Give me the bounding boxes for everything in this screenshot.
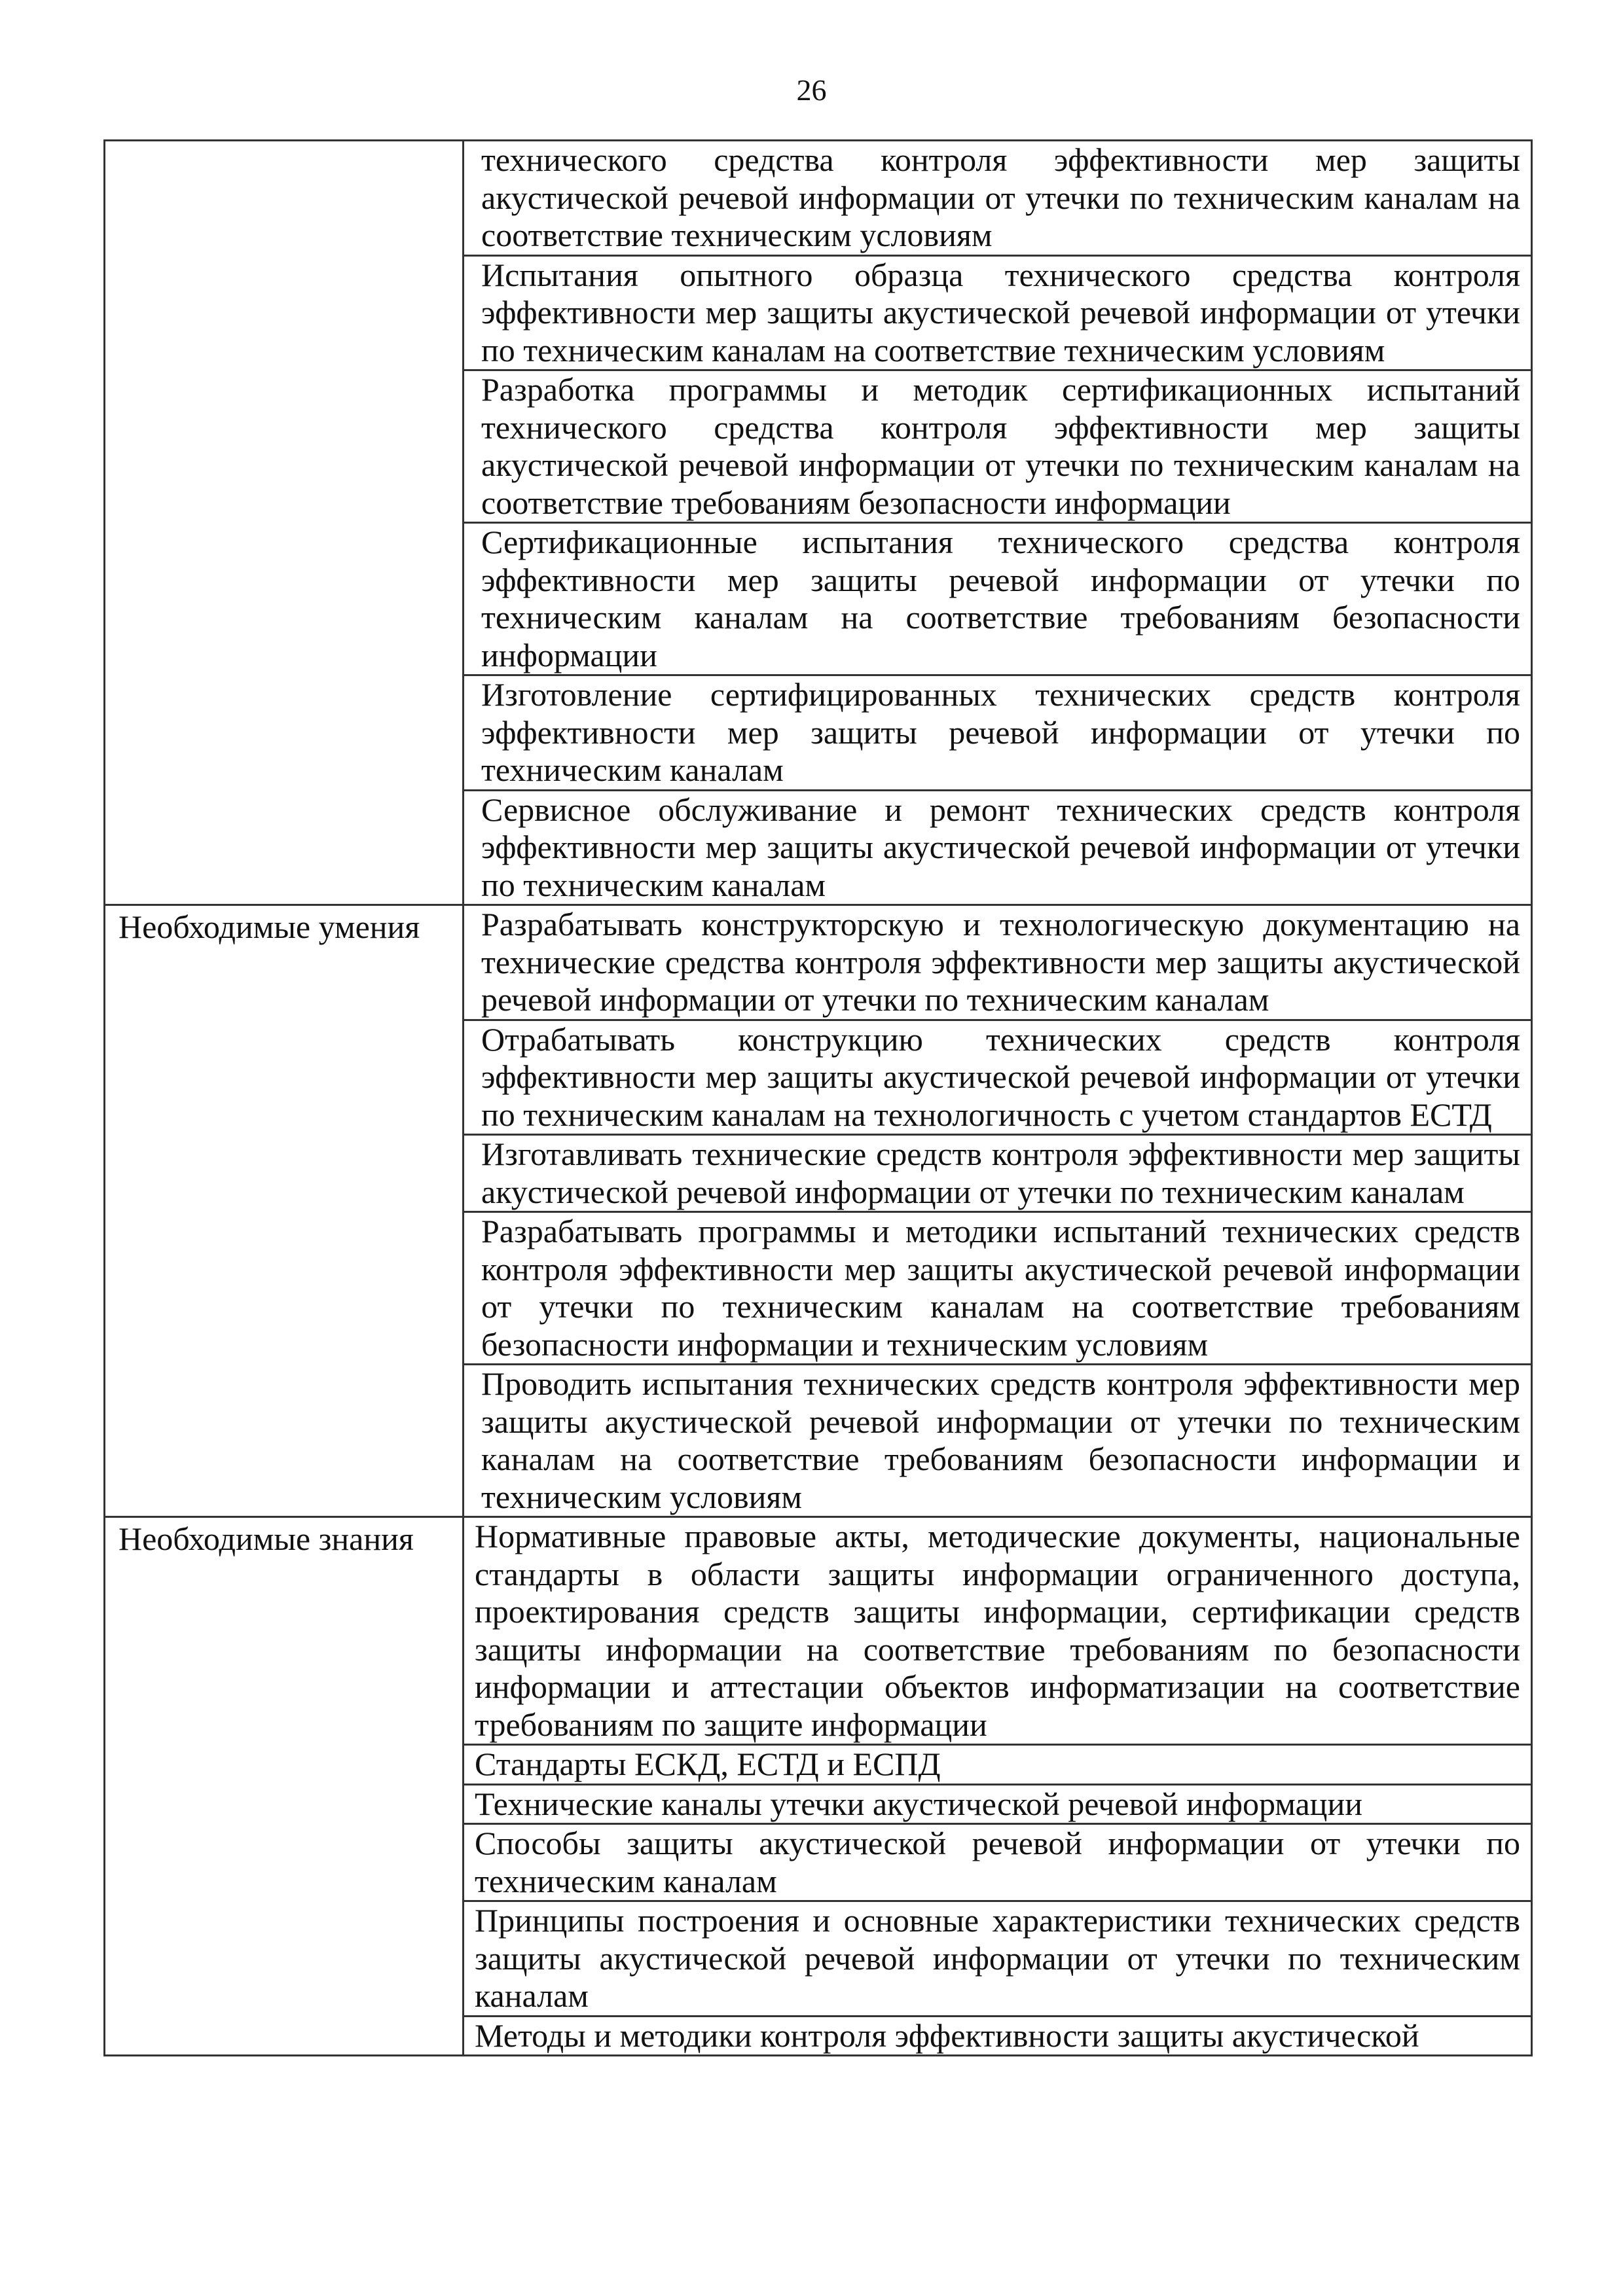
table-cell: Технические каналы утечки акустической речевой информации [464, 1784, 1532, 1824]
table-cell: Сервисное обслуживание и ремонт технических средств контроля эффективности мер защиты акустической речевой информации от утечки по техническим каналам [464, 790, 1532, 905]
table-cell: Проводить испытания технических средств контроля эффективности мер защиты акустической речевой информации от утечки по техническим каналам на соответствие требованиям безопасности информации и техническим условиям [464, 1365, 1532, 1517]
table-cell: Нормативные правовые акты, методические документы, национальные стандарты в области защиты информации ограниченного доступа, проектирования средств защиты информации, сертификации средств защиты информации на соответствие требованиям по безопасности информации и аттестации объектов информатизации на соответствие требованиям по защите информации [464, 1517, 1532, 1745]
section-label-skills: Необходимые умения [105, 905, 464, 1517]
table-row [105, 141, 1532, 256]
table-cell: Испытания опытного образца технического средства контроля эффективности мер защиты акустической речевой информации от утечки по техническим каналам на соответствие техническим условиям [464, 255, 1532, 370]
table-row [105, 905, 1532, 1020]
table-cell: Разрабатывать программы и методики испытаний технических средств контроля эффективности мер защиты акустической речевой информации от утечки по техническим каналам на соответствие требованиям безопасности информации и техническим условиям [464, 1212, 1532, 1365]
table-cell: Методы и методики контроля эффективности защиты акустической [464, 2016, 1532, 2056]
table-cell: технического средства контроля эффективности мер защиты акустической речевой информации от утечки по техническим каналам на соответствие техническим условиям [464, 141, 1532, 256]
table-cell: Принципы построения и основные характеристики технических средств защиты акустической речевой информации от утечки по техническим каналам [464, 1901, 1532, 2017]
table-row [105, 1517, 1532, 1745]
section-label-cell [105, 141, 464, 905]
table-cell: Стандарты ЕСКД, ЕСТД и ЕСПД [464, 1745, 1532, 1785]
table-cell: Отрабатывать конструкцию технических средств контроля эффективности мер защиты акустической речевой информации от утечки по техническим каналам на технологичность с учетом стандартов ЕСТД [464, 1020, 1532, 1135]
table-cell: Разработка программы и методик сертификационных испытаний технического средства контроля эффективности мер защиты акустической речевой информации от утечки по техническим каналам на соответствие требованиям безопасности информации [464, 370, 1532, 523]
competency-table [103, 139, 1533, 2056]
page-number: 26 [796, 73, 827, 107]
table-cell: Изготавливать технические средств контроля эффективности мер защиты акустической речевой информации от утечки по техническим каналам [464, 1135, 1532, 1212]
table-cell: Способы защиты акустической речевой информации от утечки по техническим каналам [464, 1824, 1532, 1901]
table-cell: Изготовление сертифицированных технических средств контроля эффективности мер защиты речевой информации от утечки по техническим каналам [464, 675, 1532, 791]
section-label-knowledge: Необходимые знания [105, 1517, 464, 2056]
table-cell: Сертификационные испытания технического средства контроля эффективности мер защиты речевой информации от утечки по техническим каналам на соответствие требованиям безопасности информации [464, 523, 1532, 675]
table-cell: Разрабатывать конструкторскую и технологическую документацию на технические средства контроля эффективности мер защиты акустической речевой информации от утечки по техническим каналам [464, 905, 1532, 1020]
